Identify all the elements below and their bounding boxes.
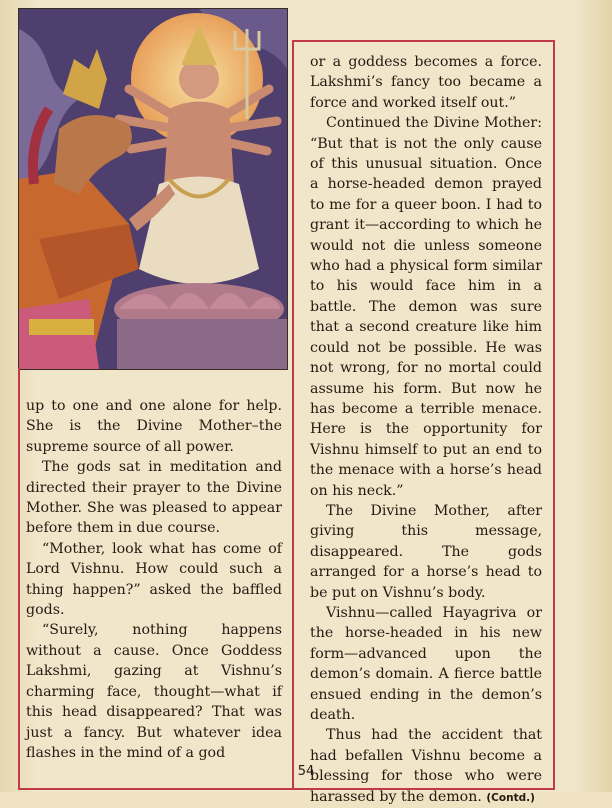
right-paragraph-5-text: Thus had the accident that had befallen Vishnu become a blessing for those who were harassed by the demon. [310,727,542,805]
frame-rule-right [553,40,555,790]
frame-rule-center [292,40,294,790]
frame-rule-left-outer [18,368,20,789]
left-paragraph-4: “Surely, nothing happens without a cause. Once Goddess Lakshmi, gazing at Vishnu’s charming face, thought—what if this head disappeared? That was just a fancy. But whatever idea flashes in the mind of a god [26,622,282,761]
page-number: 54 [297,764,315,779]
left-text-column [26,396,282,763]
right-paragraph-1: or a goddess becomes a force. Lakshmi’s fancy too became a force and worked itself out.” [310,54,542,111]
right-text-column [310,52,542,808]
goddess-illustration [18,8,288,370]
illustration-art [19,9,287,369]
left-paragraph-1: up to one and one alone for help. She is the Divine Mother–the supreme source of all power. [26,398,282,455]
left-paragraph-2: The gods sat in meditation and directed their prayer to the Divine Mother. She was pleased to appear before them in due course. [26,459,282,537]
continued-label: (Contd.) [486,791,535,804]
right-paragraph-4: Vishnu—called Hayagriva or the horse-headed in his new form—advanced upon the demon’s domain. A fierce battle ensued ending in the demon’s death. [310,604,542,723]
left-paragraph-3: “Mother, look what has come of Lord Vishnu. How could such a thing happen?” asked the baffled gods. [26,540,282,619]
right-paragraph-2: Continued the Divine Mother: “But that is not the only cause of this unusual situation. Once a horse-headed demon prayed to me for a queer boon. I had to grant it—according to which he would not die unless someone who had a physical form similar to his would face him in a battle. The demon was sure that a second creature like him could not be possible. He was not wrong, for no mortal could assume his form. But now he has become a terrible menace. Here is the opportunity for Vishnu himself to put an end to the menace with a horse’s head on his neck.” [310,115,542,499]
frame-rule-top-right [292,40,554,42]
right-paragraph-3: The Divine Mother, after giving this message, disappeared. The gods arranged for a horse’s head to be put on Vishnu’s body. [310,502,542,601]
